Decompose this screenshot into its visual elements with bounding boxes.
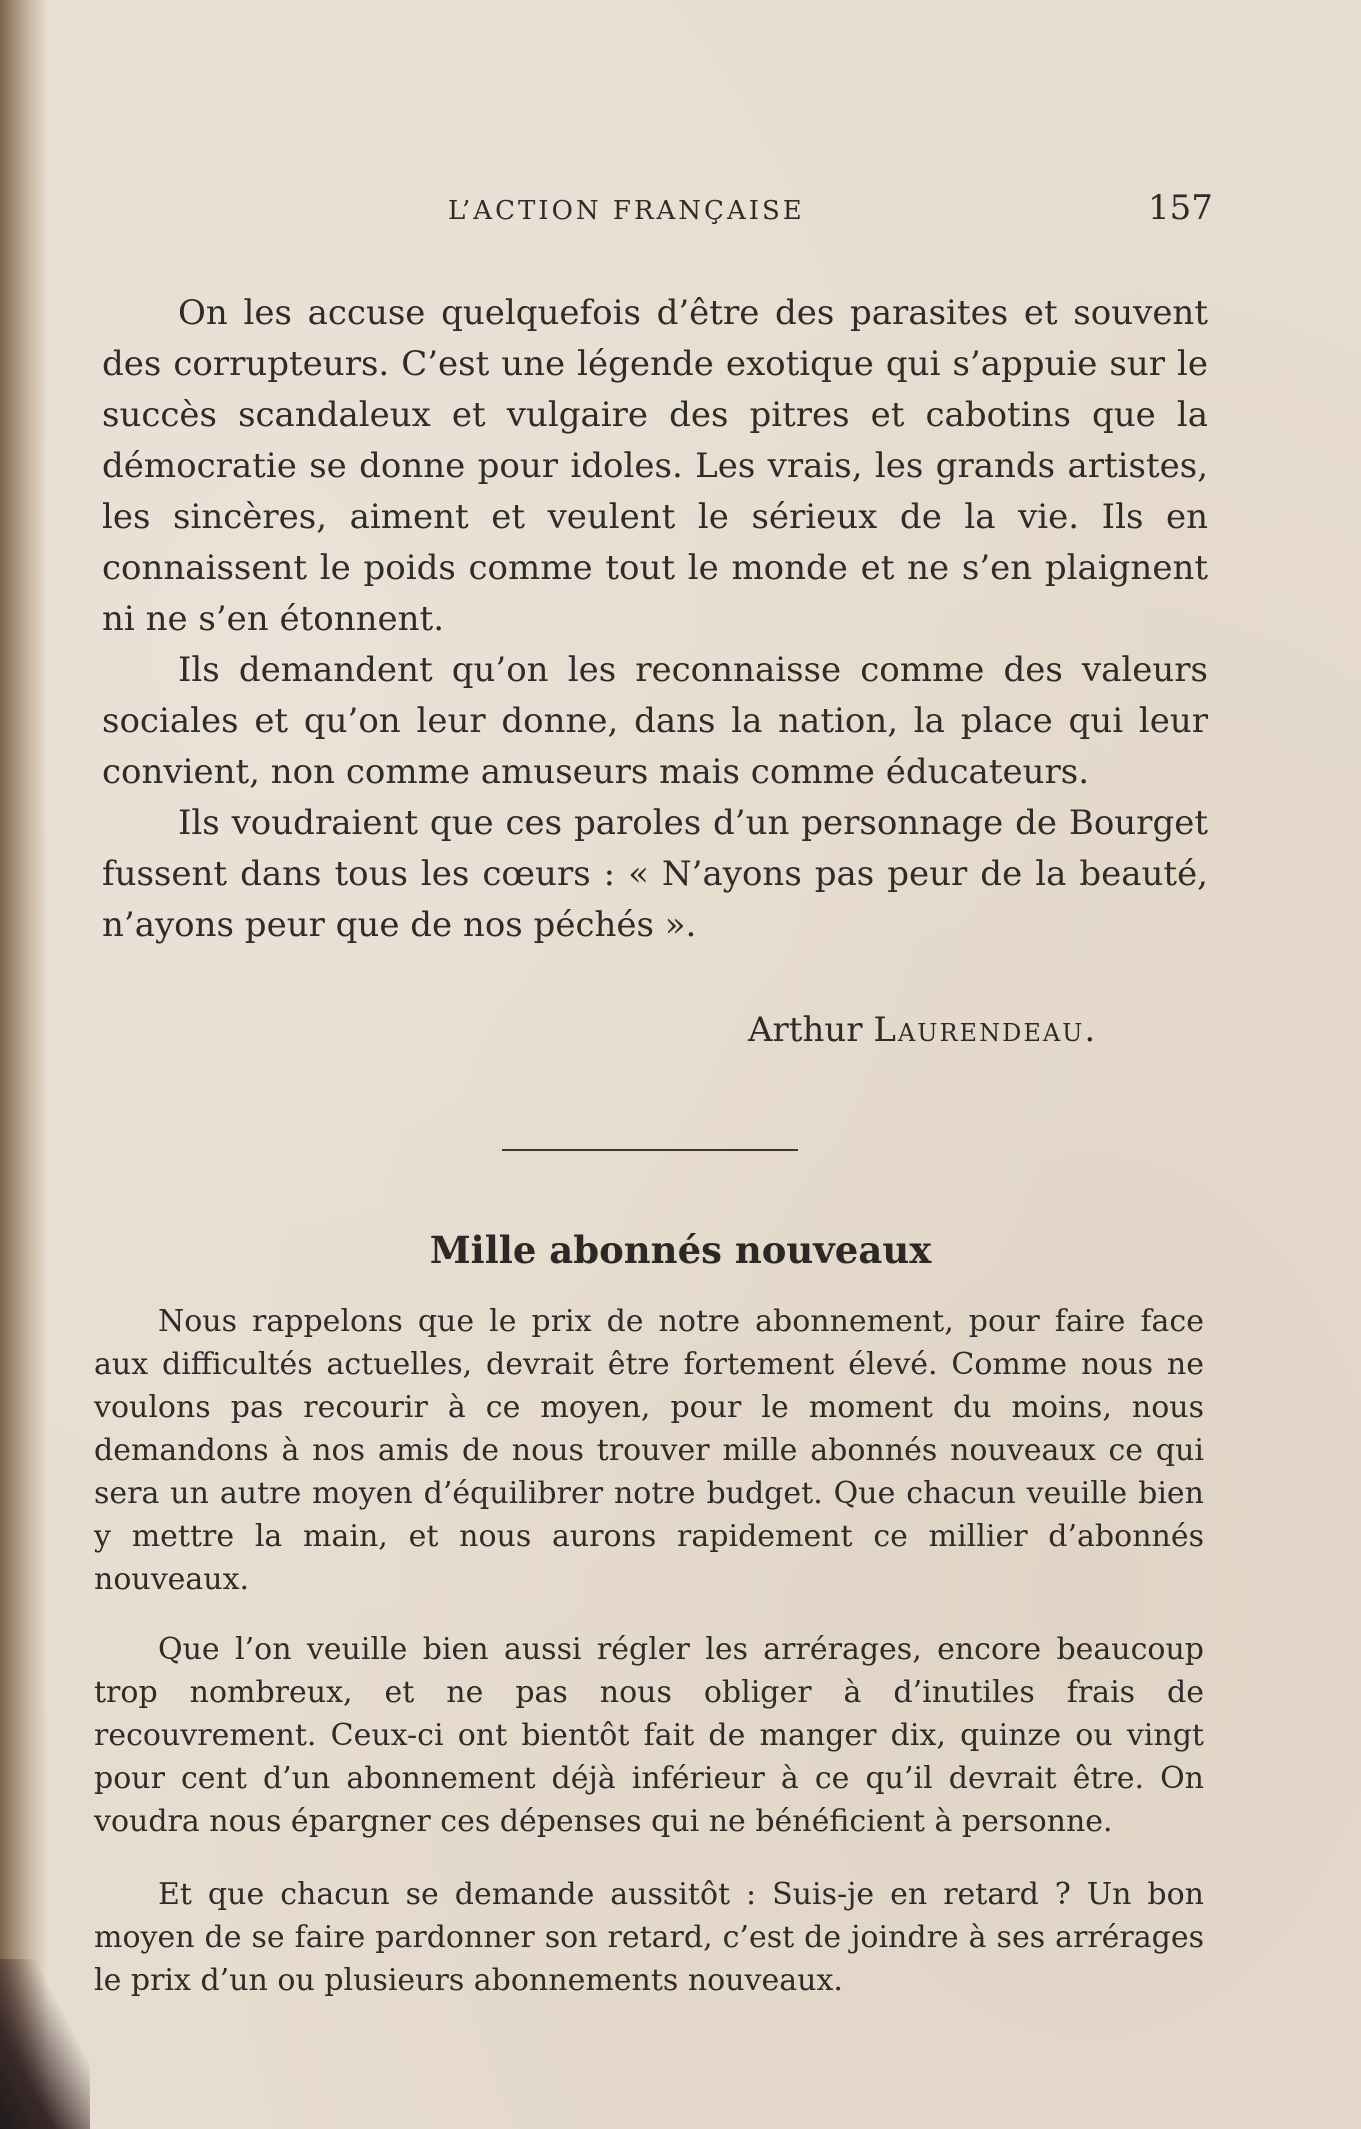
article-paragraph: On les accuse quelquefois d’être des parasites et souvent des corrupteurs. C’est une légende exotique qui s’appuie sur le succès scandaleux et vulgaire des pitres et cabotins que la démocratie se donne pour idoles. Les vrais, les grands artistes, les sincères, aiment et veulent le sérieux de la vie. Ils en connaissent le poids comme tout le monde et ne s’en plaignent ni ne s’en étonnent.: [102, 293, 1208, 639]
page-number: 157: [1148, 188, 1213, 228]
author-last-name: Laurendeau.: [873, 1010, 1098, 1050]
author-signature: [748, 1010, 1097, 1050]
article-paragraph: Ils voudraient que ces paroles d’un personnage de Bourget fussent dans tous les cœurs : « N’ayons pas peur de la beauté, n’ayons peur que de nos péchés ».: [102, 803, 1208, 945]
notice-paragraph: Nous rappelons que le prix de notre abonnement, pour faire face aux difficultés actuelles, devrait être fortement élevé. Comme nous ne voulons pas recourir à ce moyen, pour le moment du moins, nous demandons à nos amis de nous trouver mille abonnés nouveaux ce qui sera un autre moyen d’équilibrer notre budget. Que chacun veuille bien y mettre la main, et nous aurons rapidement ce millier d’abonnés nouveaux.: [94, 1304, 1204, 1597]
running-title: L’ACTION FRANÇAISE: [448, 196, 805, 226]
notice-paragraph: Et que chacun se demande aussitôt : Suis-je en retard ? Un bon moyen de se faire pardonner son retard, c’est de joindre à ses arrérages le prix d’un ou plusieurs abonnements nouveaux.: [94, 1877, 1204, 1998]
page-corner-shadow: [0, 1959, 90, 2129]
section-divider: [502, 1149, 798, 1151]
notice-paragraph: Que l’on veuille bien aussi régler les arrérages, encore beaucoup trop nombreux, et ne pas nous obliger à d’inutiles frais de recouvrement. Ceux-ci ont bientôt fait de manger dix, quinze ou vingt pour cent d’un abonnement déjà inférieur à ce qu’il devrait être. On voudra nous épargner ces dépenses qui ne bénéficient à personne.: [94, 1632, 1204, 1839]
article-paragraph: Ils demandent qu’on les reconnaisse comme des valeurs sociales et qu’on leur donne, dans la nation, la place qui leur convient, non comme amuseurs mais comme éducateurs.: [102, 650, 1208, 792]
author-first-name: Arthur: [748, 1010, 863, 1050]
book-spine-shadow: [0, 0, 48, 2129]
notice-title: Mille abonnés nouveaux: [429, 1228, 932, 1272]
